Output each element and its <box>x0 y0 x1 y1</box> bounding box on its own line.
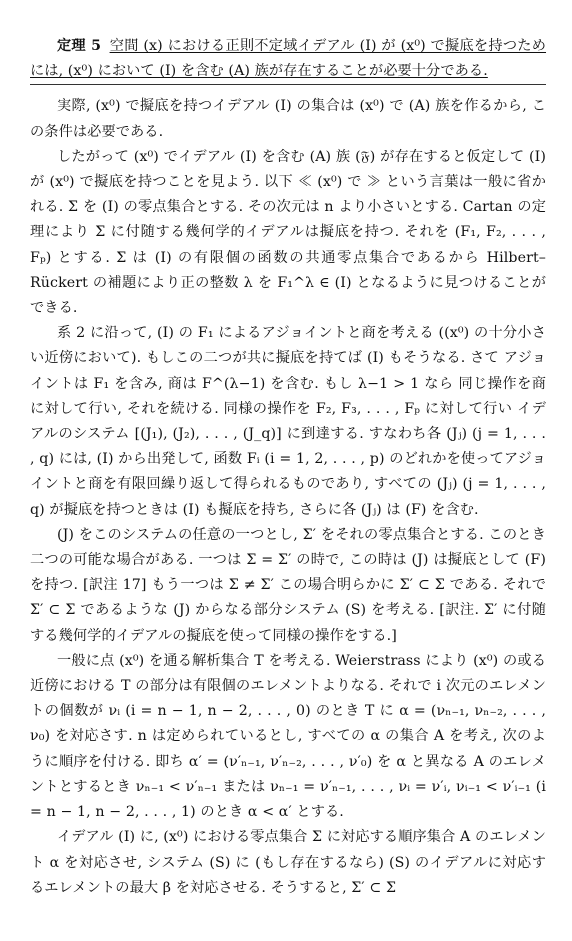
theorem-label: 定理 5 <box>56 38 102 54</box>
theorem-statement: 空間 (x) における正則不定域イデアル (I) が (x⁰) で擬底を持つためには, (x⁰) において (I) を含む (A) 族が存在することが必要十分である. <box>30 38 547 80</box>
paragraph-sufficiency-setup: したがって (x⁰) でイデアル (I) を含む (A) 族 (𝔉) が存在すると仮定して (I) が (x⁰) で擬底を持つことを見よう. 以下 ≪ (x⁰) で ≫ という言葉は一般に省かれる. Σ を (I) の零点集合とする. その次元は n より小さいとする. Cartan の定理により Σ に付随する幾何学的イデアルは擬底を持つ. それを (F₁, F₂, . . . , Fₚ) とする. Σ は (I) の有限個の函数の共通零点集合であるから Hilbert–Rückert の補題により正の整数 λ を F₁^λ ∈ (I) となるように見つけることができる. <box>30 148 546 317</box>
paragraph-necessity: 実際, (x⁰) で擬底を持つイデアル (I) の集合は (x⁰) で (A) 族を作るから, この条件は必要である. <box>30 98 546 140</box>
paragraph-analytic-set-order: 一般に点 (x⁰) を通る解析集合 T を考える. Weierstrass により (x⁰) の或る近傍における T の部分は有限個のエレメントよりなる. それで i 次元のエレメントの個数が νᵢ (i = n − 1, n − 2, . . . , 0) のとき T に α = (νₙ₋₁, νₙ₋₂, . . . , ν₀) を対応さす. n は定められているとし, すべての α の集合 A を考え, 次のように順序を付ける. 即ち α′ = (ν′ₙ₋₁, ν′ₙ₋₂, . . . , ν′₀) を α と異なる A のエレメントとするとき νₙ₋₁ < ν′ₙ₋₁ または νₙ₋₁ = ν′ₙ₋₁, . . . , νᵢ = ν′ᵢ, νᵢ₋₁ < ν′ᵢ₋₁ (i = n − 1, n − 2, . . . , 1) のとき α < α′ とする. <box>30 652 546 821</box>
paragraph-ideal-correspondence: イデアル (I) に, (x⁰) における零点集合 Σ に対応する順序集合 A のエレメント α を対応させ, システム (S) に (もし存在するなら) (S) のイデアルに対応するエレメントの最大 β を対応させる. そうすると, Σ′ ⊂ Σ <box>30 829 546 896</box>
paragraph-subsystem: (J) をこのシステムの任意の一つとし, Σ′ をそれの零点集合とする. このとき二つの可能な場合がある. 一つは Σ = Σ′ の時で, この時は (J) は擬底として (F) を持つ. [訳注 17] もう一つは Σ ≠ Σ′ この場合明らかに Σ′ ⊂ Σ である. それで Σ′ ⊂ Σ であるような (J) からなる部分システム (S) を考える. [訳注. Σ′ に付随する幾何学的イデアルの擬底を使って同様の操作をする.] <box>30 526 546 644</box>
theorem-5 <box>30 34 546 85</box>
paragraph-corollary-2: 系 2 に沿って, (I) の F₁ によるアジョイントと商を考える ((x⁰) の十分小さい近傍において). もしこの二つが共に擬底を持てば (I) もそうなる. さて アジョイントは F₁ を含み, 商は F^(λ−1) を含む. もし λ−1 > 1 なら 同じ操作を商に対して行い, それを続ける. 同様の操作を F₂, F₃, . . . , Fₚ に対して行い イデアルのシステム [(J₁), (J₂), . . . , (J_q)] に到達する. すなわち各 (Jⱼ) (j = 1, . . . , q) には, (I) から出発して, 函数 Fᵢ (i = 1, 2, . . . , p) のどれかを使ってアジョイントと商を有限回繰り返して得られるものであり, すべての (Jⱼ) (j = 1, . . . , q) が擬底を持つときは (I) も擬底を持ち, さらに各 (Jⱼ) は (F) を含む. <box>30 325 546 518</box>
